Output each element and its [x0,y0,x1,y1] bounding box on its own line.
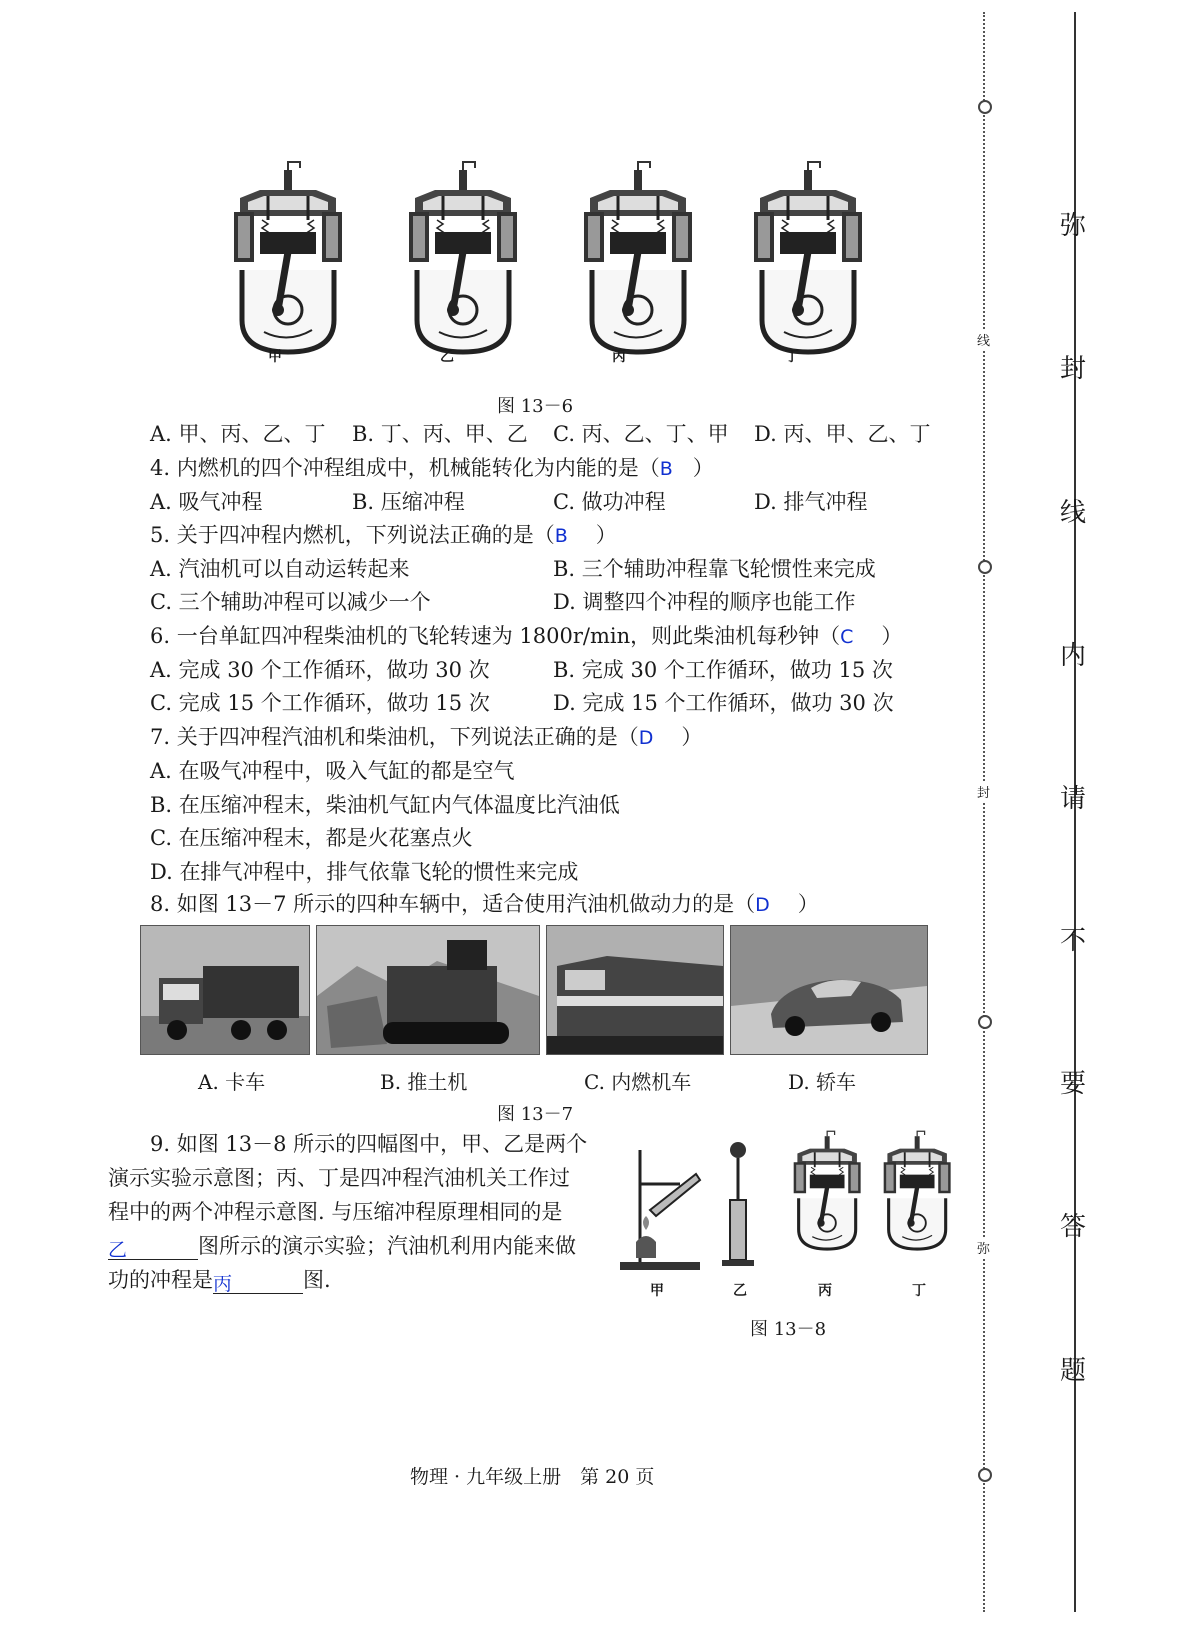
q6-answer: C [840,626,854,648]
fig-13-6-label-jia: 甲 [268,349,282,365]
seal-char-2: 封 [1060,354,1087,384]
seal-char-3: 线 [1060,498,1087,528]
q9-line-5-post: 图. [303,1268,331,1292]
engine-diagram-yi [409,162,517,352]
q9-line-4 [108,1232,576,1260]
page-footer: 物理 · 九年级上册 第 20 页 [410,1466,655,1488]
truck-photo [140,925,310,1055]
q3-option-a: A. 甲、丙、乙、丁 [150,422,326,446]
fig-13-6-label-bing: 丙 [612,349,626,365]
q7-option-b: B. 在压缩冲程末，柴油机气缸内气体温度比汽油低 [150,793,620,817]
fig-13-8-label-yi: 乙 [733,1283,747,1299]
q4-option-d: D. 排气冲程 [754,490,868,514]
figure-13-7-caption: 图 13－7 [497,1104,574,1125]
q9-line-5-pre: 功的冲程是 [108,1268,213,1292]
locomotive-photo [546,925,724,1055]
q7-option-d: D. 在排气冲程中，排气依靠飞轮的惯性来完成 [150,860,579,884]
q3-option-d: D. 丙、甲、乙、丁 [754,422,931,446]
q5-option-a: A. 汽油机可以自动运转起来 [150,557,410,581]
q7-close: ） [681,725,703,749]
figure-13-6-caption: 图 13－6 [497,396,574,417]
seal-char-6: 不 [1060,926,1087,956]
seal-char-5: 请 [1060,784,1087,814]
q4-option-b: B. 压缩冲程 [352,490,465,514]
q9-line-4-text: 图所示的演示实验；汽油机利用内能来做 [198,1234,576,1258]
q9-blank-1-answer: 乙 [108,1239,128,1261]
q6-option-a: A. 完成 30 个工作循环，做功 30 次 [150,658,490,682]
q6-option-b: B. 完成 30 个工作循环，做功 15 次 [553,658,893,682]
fig-13-8-test-tube-apparatus [620,1150,700,1270]
seal-char-8: 答 [1060,1212,1087,1242]
q8-answer: D [755,894,770,916]
q7-answer: D [638,727,654,749]
q9-blank-2-answer: 丙 [213,1273,233,1295]
fig-13-6-label-yi: 乙 [440,349,454,365]
binding-dotted-line [983,12,985,1612]
q5-question [150,521,617,550]
q8-caption-a: A. 卡车 [198,1070,266,1094]
q4-stem: 4. 内燃机的四个冲程组成中，机械能转化为内能的是（ [150,456,660,480]
q8-stem: 8. 如图 13－7 所示的四种车辆中，适合使用汽油机做动力的是（ [150,892,756,916]
q5-close: ） [595,523,617,547]
q5-option-b: B. 三个辅助冲程靠飞轮惯性来完成 [553,557,876,581]
q4-close: ） [692,456,714,480]
q3-option-c: C. 丙、乙、丁、甲 [553,422,729,446]
q7-stem: 7. 关于四冲程汽油机和柴油机，下列说法正确的是（ [150,725,639,749]
engine-diagram-ding [754,162,862,352]
q9-line-2: 演示实验示意图；丙、丁是四冲程汽油机关工作过 [108,1166,570,1190]
q8-caption-b: B. 推土机 [380,1070,468,1094]
q6-close: ） [881,624,903,648]
q5-stem: 5. 关于四冲程内燃机，下列说法正确的是（ [150,523,555,547]
q4-option-c: C. 做功冲程 [553,490,666,514]
q9-line-1: 9. 如图 13－8 所示的四幅图中，甲、乙是两个 [150,1132,588,1156]
q4-question [150,454,714,483]
q9-line-5 [108,1266,331,1294]
q6-option-c: C. 完成 15 个工作循环，做功 15 次 [150,691,490,715]
binding-hole-4 [978,1468,992,1482]
fig-13-8-label-jia: 甲 [650,1283,664,1299]
car-photo [730,925,928,1055]
margin-mark-mi: 弥 [977,1238,990,1257]
q9-line-3: 程中的两个冲程示意图. 与压缩冲程原理相同的是 [108,1200,563,1224]
q5-option-d: D. 调整四个冲程的顺序也能工作 [553,590,856,614]
q8-question [150,890,819,919]
q6-question [150,622,902,651]
q5-option-c: C. 三个辅助冲程可以减少一个 [150,590,431,614]
margin-mark-feng: 封 [977,782,990,801]
q6-option-d: D. 完成 15 个工作循环，做功 30 次 [553,691,894,715]
q7-option-c: C. 在压缩冲程末，都是火花塞点火 [150,826,473,850]
bulldozer-photo [316,925,540,1055]
seal-char-7: 要 [1060,1069,1087,1099]
q4-option-a: A. 吸气冲程 [150,490,263,514]
fig-13-8-label-bing: 丙 [818,1283,832,1299]
fig-13-8-label-ding: 丁 [912,1283,926,1299]
fig-13-8-fire-syringe [722,1142,754,1266]
seal-char-4: 内 [1060,641,1087,671]
q7-question [150,723,702,752]
figure-13-6-engines [200,150,880,380]
engine-diagram-jia [234,162,342,352]
q4-answer: B [659,458,673,480]
q8-caption-d: D. 轿车 [788,1070,857,1094]
figure-13-8-caption: 图 13－8 [750,1319,827,1340]
q7-option-a: A. 在吸气冲程中，吸入气缸的都是空气 [150,759,515,783]
binding-hole-1 [978,100,992,114]
q5-answer: B [554,525,568,547]
q8-close: ） [797,892,819,916]
figure-13-8 [610,1130,970,1280]
q3-option-b: B. 丁、丙、甲、乙 [352,422,528,446]
fig-13-6-label-ding: 丁 [785,349,799,365]
q9-blank-1[interactable] [108,1235,198,1260]
q6-stem: 6. 一台单缸四冲程柴油机的飞轮转速为 1800r/min，则此柴油机每秒钟（ [150,624,841,648]
fig-13-8-engine-bing [794,1131,861,1249]
engine-diagram-bing [584,162,692,352]
binding-hole-3 [978,1015,992,1029]
margin-mark-xian: 线 [977,330,990,349]
binding-hole-2 [978,560,992,574]
seal-char-9: 题 [1060,1356,1087,1386]
q8-caption-c: C. 内燃机车 [584,1070,692,1094]
fig-13-8-engine-ding [884,1131,951,1249]
q9-blank-2[interactable] [213,1269,303,1294]
seal-char-1: 弥 [1060,211,1087,241]
